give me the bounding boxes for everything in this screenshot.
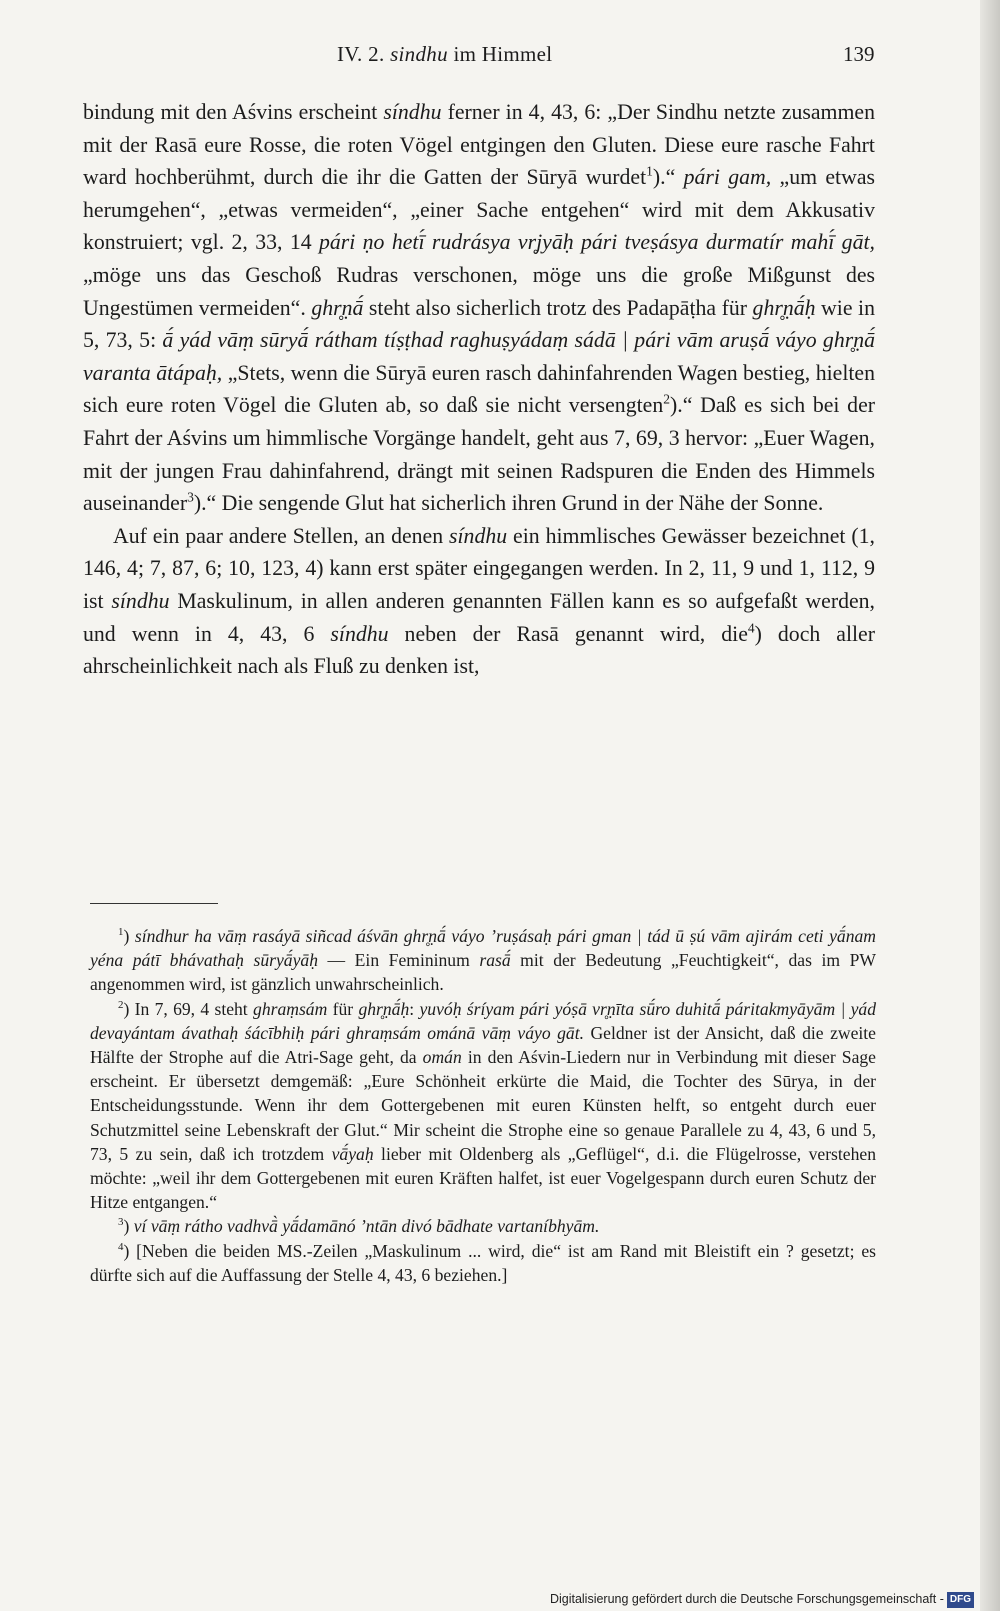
text-run: wie in 5, 73, 5: <box>83 295 875 353</box>
sanskrit-quote: ghraṃsám <box>253 998 328 1019</box>
running-header <box>0 42 1000 72</box>
chapter-number: IV. 2. <box>337 42 385 66</box>
footnote <box>90 1214 876 1238</box>
sanskrit-quote: omán <box>422 1047 462 1068</box>
footnote-marker: 3 <box>118 1216 124 1229</box>
text-run: Maskulinum, in allen anderen genannten Fällen kann es so aufgefaßt werden, und wenn in 4, 43, 6 <box>83 588 875 646</box>
footnotes <box>90 924 876 1287</box>
text-run: ) [Neben die beiden MS.-Zeilen „Maskulinum ... wird, die“ ist am Rand mit Bleistift ein ? gesetzt; es dürfte sich auf die Auffassung der Stelle 4, 43, 6 beziehen.] <box>90 1240 876 1285</box>
text-run: ein himmlisches Gewässer bezeichnet (1, 146, 4; 7, 87, 6; 10, 123, 4) kann erst später eingegangen werden. In 2, 11, 9 und 1, 112, 9 ist <box>83 523 875 613</box>
text-run: — Ein Femininum <box>318 950 480 971</box>
sanskrit-quote: síndhu <box>111 588 170 613</box>
paragraph <box>83 520 875 683</box>
footnote-marker: 3 <box>187 489 194 505</box>
text-run: steht also sicherlich trotz des Padapāṭha für <box>363 295 753 320</box>
dfg-logo: DFG <box>947 1592 974 1608</box>
text-run: für <box>327 998 359 1019</box>
sanskrit-quote: síndhur ha vāṃ rasáyā siñcad áśvān ghr̥ṇā́ váyo ’ruṣásaḥ pári gman | tád ū ṣú vām ajirám ceti yā́nam yéna pátī bhávathaḥ sūryā́yāḥ <box>90 926 876 971</box>
text-run: ).“ Daß es sich bei der Fahrt der Aśvins um himmlische Vorgänge handelt, geht aus 7, 69, 3 hervor: „Euer Wagen, mit der jungen Frau dahinfahrend, drängt mit seinen Radspuren die Enden des Himmels auseinander <box>83 393 876 516</box>
footnote <box>90 997 876 1215</box>
running-title <box>337 42 552 67</box>
text-run: in den Aśvin-Liedern nur in Verbindung mit dieser Sage erscheint. Er übersetzt demgemäß: „Eure Schönheit erkürte die Maid, die Tochter des Sūrya, in der Entscheidungsstunde. Wenn ihr dem Gottergebenen mit euren Künsten helft, so entgeht durch euer Schutzmittel seine Lebenskraft der Glut.“ Mir scheint die Strophe eine so genaue Parallele zu 4, 43, 6 und 5, 73, 5 zu sein, daß ich trotzdem <box>90 1047 876 1164</box>
text-run: ).“ <box>652 165 684 190</box>
sanskrit-quote: ghr̥ṇā́ <box>311 295 364 320</box>
text-run: : <box>409 998 420 1019</box>
text-run: ) <box>123 1216 134 1237</box>
sanskrit-quote: ā́ yád vāṃ sūryā́ rátham tíṣṭhad raghuṣyádaṃ sádā | pári vām aruṣā́ váyo ghr̥ṇā́ varanta ātápaḥ, <box>83 328 875 385</box>
text-run: lieber mit Oldenberg als „Geflügel“, d.i. die Flügelrosse, verstehen möchte: „weil ihr dem Gottergebenen mit euren Kräften halfet, ist euer Vogelgespann durch euren Schutz der Hitze entgangen.“ <box>90 1143 876 1213</box>
footnote-marker: 1 <box>118 926 124 939</box>
footnote-marker: 1 <box>646 163 653 179</box>
footnote <box>90 1239 876 1287</box>
sanskrit-quote: síndhu <box>330 621 389 646</box>
text-run: neben der Rasā genannt wird, die <box>388 621 748 646</box>
title-rest: im Himmel <box>453 42 553 66</box>
sanskrit-quote: yuvóḥ śríyam pári yóṣā vr̥ṇīta sū́ro duhitā́ páritakmyāyām | yád devayántam ávathaḥ śácībhiḥ pári ghraṃsám ománā vāṃ váyo gāt. <box>90 998 877 1043</box>
text-run: „Stets, wenn die Sūryā euren rasch dahinfahrenden Wagen bestieg, hielten sich eure roten Vögel die Gluten ab, so daß sie nicht versengten <box>83 360 876 418</box>
sanskrit-quote: pári gam, <box>683 165 772 190</box>
sanskrit-quote: ghr̥ṇā́ḥ <box>358 998 410 1019</box>
text-run: Auf ein paar andere Stellen, an denen <box>113 523 450 548</box>
footnote-marker: 4 <box>747 620 755 636</box>
footnote-divider <box>90 903 218 904</box>
title-italic: sindhu <box>390 42 448 66</box>
text-run: ferner in 4, 43, 6: „Der Sindhu netzte zusammen mit der Rasā eure Rosse, die roten Vögel entgingen den Gluten. Diese eure rasche Fahrt ward hochberühmt, durch die ihr die Gatten der Sūryā wurdet <box>83 100 875 190</box>
paragraph <box>83 96 875 520</box>
footnote <box>90 924 876 997</box>
footnote-marker: 4 <box>118 1240 124 1253</box>
text-run: „möge uns das Geschoß Rudras verschonen, möge uns die große Mißgunst des Ungestümen vermeiden“. <box>83 262 875 320</box>
text-run: ).“ Die sengende Glut hat sicherlich ihren Grund in der Nähe der Sonne. <box>193 491 824 516</box>
text-run: mit der Bedeutung „Feuchtigkeit“, das im PW angenommen wird, ist gänzlich unwahrscheinlich. <box>90 950 876 995</box>
digitization-credit <box>550 1589 974 1609</box>
text-run: Geldner ist der Ansicht, daß die zweite Hälfte der Strophe auf die Atri-Sage geht, da <box>90 1022 876 1068</box>
text-run: ) doch aller ahrscheinlichkeit nach als Fluß zu denken ist, <box>83 621 875 679</box>
sanskrit-quote: ghr̥ṇā́ḥ <box>752 295 816 320</box>
text-run: bindung mit den Aśvins erscheint <box>83 100 384 124</box>
text-run: ) In 7, 69, 4 steht <box>123 998 254 1019</box>
footnote-marker: 2 <box>118 998 124 1011</box>
sanskrit-quote: síndhu <box>449 523 508 548</box>
sanskrit-quote: vā́yaḥ <box>331 1143 374 1164</box>
sanskrit-quote: síndhu <box>383 100 442 124</box>
credit-text: Digitalisierung gefördert durch die Deutsche Forschungsgemeinschaft - <box>549 1592 944 1606</box>
sanskrit-quote: rasā́ <box>479 950 511 971</box>
main-text <box>83 96 875 683</box>
text-run: ) <box>123 926 135 946</box>
scan-edge <box>980 0 1000 1611</box>
sanskrit-quote: ví vāṃ rátho vadhvā̀ yā́damānó ’ntān divó bādhate vartaníbhyām. <box>133 1216 600 1237</box>
page-number: 139 <box>843 42 875 66</box>
footnote-marker: 2 <box>663 392 670 408</box>
text-run: „um etwas herumgehen“, „etwas vermeiden“, „einer Sache entgehen“ wird mit dem Akkusativ konstruiert; vgl. 2, 33, 14 <box>83 165 875 255</box>
sanskrit-quote: pári ṇo hetī́ rudrásya vr̥jyāḥ pári tveṣásya durmatír mahī́ gāt, <box>318 230 875 255</box>
